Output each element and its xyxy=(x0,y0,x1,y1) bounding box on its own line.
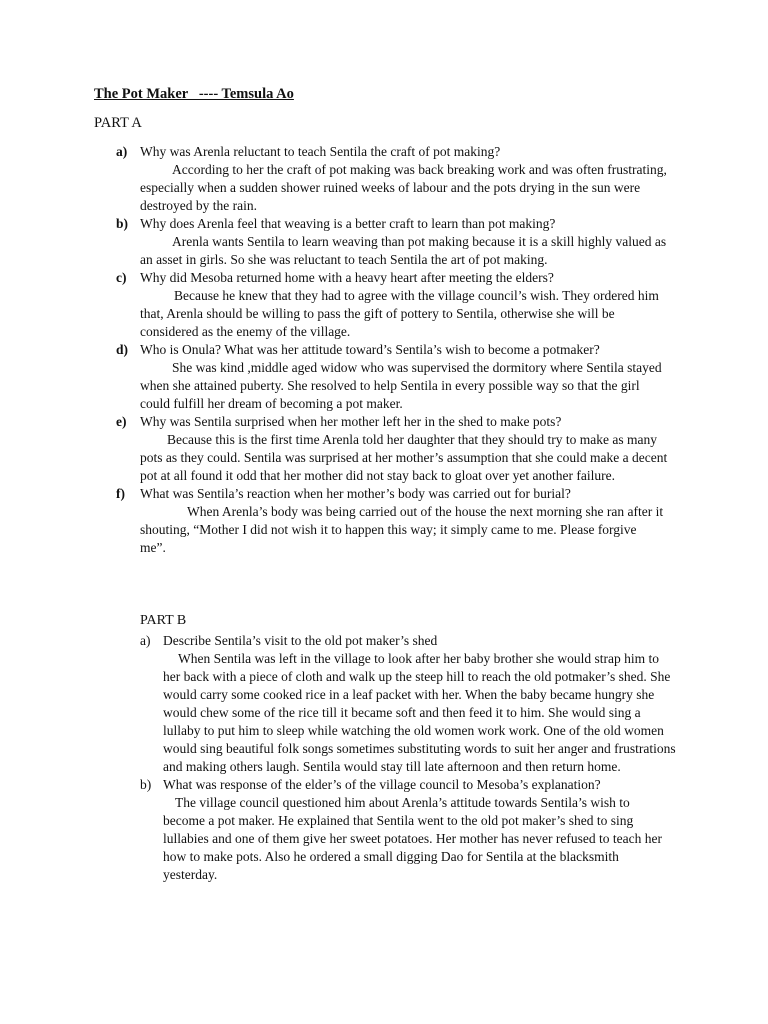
part-b-heading: PART B xyxy=(140,613,187,628)
question-item-b xyxy=(0,215,768,269)
part-a-heading: PART A xyxy=(94,115,142,131)
question-text: Who is Onula? What was her attitude toward’s Sentila’s wish to become a potmaker? xyxy=(140,342,600,357)
answer-text: Arenla wants Sentila to learn weaving than pot making because it is a skill highly valued as an asset in girls. So she was reluctant to teach Sentila the art of pot making. xyxy=(140,234,667,267)
item-marker: a) xyxy=(140,633,151,648)
question-text: What was Sentila’s reaction when her mother’s body was carried out for burial? xyxy=(140,486,571,501)
question-item-a xyxy=(0,143,768,215)
question-item-d xyxy=(0,341,768,413)
question-text: Why does Arenla feel that weaving is a better craft to learn than pot making? xyxy=(140,216,556,231)
item-marker: f) xyxy=(116,486,125,501)
item-marker: b) xyxy=(116,216,129,231)
part-a-list xyxy=(0,143,768,557)
item-marker: b) xyxy=(140,777,152,792)
answer-text: According to her the craft of pot making was back breaking work and was often frustrating, especially when a sudden shower ruined weeks of labour and the pots drying in the sun were destroyed by the rain. xyxy=(140,162,667,213)
item-marker: c) xyxy=(116,270,127,285)
answer-text: She was kind ,middle aged widow who was supervised the dormitory where Sentila stayed when she attained puberty. She resolved to help Sentila in every possible way so that the girl could fulfill her dream of becoming a pot maker. xyxy=(140,360,662,411)
question-item-c xyxy=(0,269,768,341)
answer-text: Because this is the first time Arenla told her daughter that they should try to make as many pots as they could. Sentila was surprised at her mother’s assumption that she could make a decent pot at all found it odd that her mother did not stay back to gloat over yet another failure. xyxy=(140,432,668,483)
question-text: Why did Mesoba returned home with a heavy heart after meeting the elders? xyxy=(140,270,554,285)
part-b-list xyxy=(0,632,768,884)
answer-text: Because he knew that they had to agree with the village council’s wish. They ordered him that, Arenla should be willing to pass the gift of pottery to Sentila, otherwise she will be considered as the enemy of the village. xyxy=(140,288,659,339)
question-item-a xyxy=(0,632,768,776)
question-text: Why was Arenla reluctant to teach Sentila the craft of pot making? xyxy=(140,144,501,159)
question-text: What was response of the elder’s of the village council to Mesoba’s explanation? xyxy=(163,777,601,792)
item-marker: d) xyxy=(116,342,129,357)
answer-text: When Arenla’s body was being carried out of the house the next morning she ran after it shouting, “Mother I did not wish it to happen this way; it simply came to me. Please forgive me”. xyxy=(140,504,664,555)
document-title: The Pot Maker ---- Temsula Ao xyxy=(94,86,294,102)
question-text: Describe Sentila’s visit to the old pot maker’s shed xyxy=(163,633,438,648)
answer-text: The village council questioned him about Arenla’s attitude towards Sentila’s wish to become a pot maker. He explained that Sentila went to the old pot maker’s shed to sing lullabies and one of them give her sweet potatoes. Her mother has never refused to teach her how to make pots. Also he ordered a small digging Dao for Sentila at the blacksmith yesterday. xyxy=(163,795,662,882)
item-marker: a) xyxy=(116,144,128,159)
question-item-f xyxy=(0,485,768,557)
answer-text: When Sentila was left in the village to look after her baby brother she would strap him to her back with a piece of cloth and walk up the steep hill to reach the old potmaker’s shed. She would carry some cooked rice in a leaf packet with her. When the baby became hungry she would chew some of the rice till it became soft and then feed it to him. She would sing a lullaby to put him to sleep while watching the old women work work. One of the old women would sing beautiful folk songs sometimes substituting words to suit her anger and frustrations and making others laugh. Sentila would stay till late afternoon and then return home. xyxy=(163,651,676,774)
item-marker: e) xyxy=(116,414,127,429)
question-text: Why was Sentila surprised when her mother left her in the shed to make pots? xyxy=(140,414,562,429)
question-item-b xyxy=(0,776,768,884)
question-item-e xyxy=(0,413,768,485)
